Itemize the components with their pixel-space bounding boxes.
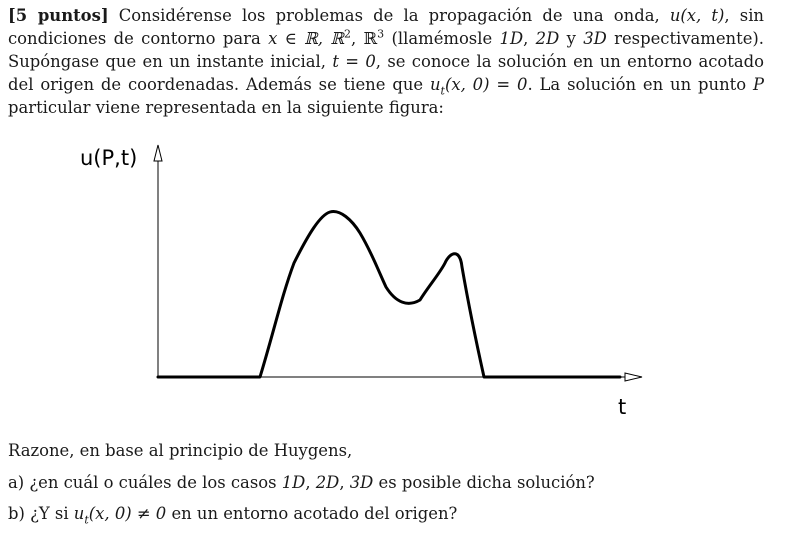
x-axis-arrow xyxy=(625,373,642,381)
text-fragment: , sin condiciones de contorno para xyxy=(8,6,764,48)
math-3d: 3D xyxy=(349,473,374,492)
y-axis-arrow xyxy=(154,145,162,161)
math-u: u xyxy=(429,75,441,94)
math-2d: 2D xyxy=(315,473,340,492)
math-2d: 2D xyxy=(535,29,560,48)
text-fragment: Considérense los problemas de la propagación de una onda, xyxy=(108,6,670,25)
math-p: P xyxy=(752,75,765,94)
superscript: 3 xyxy=(377,27,385,41)
superscript: 2 xyxy=(343,27,351,41)
questions-intro: Razone, en base al principio de Huygens, xyxy=(8,441,353,460)
text-fragment: y xyxy=(559,29,584,48)
text-fragment: a) ¿en cuál o cuáles de los casos xyxy=(8,473,282,492)
text-fragment: (llamémosle xyxy=(384,29,500,48)
text-fragment: b) ¿Y si xyxy=(8,504,74,523)
math-u: u xyxy=(73,504,85,523)
text-fragment: , xyxy=(523,29,536,48)
math-ut-x0: (x, 0) = 0 xyxy=(444,75,528,94)
text-fragment: . La solución en un punto xyxy=(527,75,753,94)
text-fragment: es posible dicha solución? xyxy=(373,473,595,492)
math-3d: 3D xyxy=(583,29,607,48)
text-fragment: en un entorno acotado del origen? xyxy=(166,504,458,523)
math-1d: 1D xyxy=(499,29,524,48)
wave-curve xyxy=(158,212,620,377)
text-fragment: , se conoce la solución en un entorno acotado del origen de coordenadas. Además se tiene que xyxy=(8,52,764,94)
text-fragment: , xyxy=(305,473,316,492)
subscript: t xyxy=(84,513,89,527)
math-domain: , ℝ xyxy=(350,29,378,48)
math-t0: t = 0 xyxy=(332,52,376,71)
points-label: [5 puntos] xyxy=(8,6,109,25)
question-b xyxy=(8,503,457,525)
math-domain: x ∈ ℝ, ℝ xyxy=(268,29,344,48)
y-axis-label: u(P,t) xyxy=(80,146,138,170)
text-fragment: particular viene representada en la siguiente figura: xyxy=(8,98,444,117)
problem-statement xyxy=(8,4,764,119)
math-ut-x0-neq: (x, 0) ≠ 0 xyxy=(88,504,167,523)
x-axis-label: t xyxy=(618,395,627,419)
text-fragment: respectivamente). Supóngase que en un instante inicial, xyxy=(8,29,764,71)
math-1d: 1D xyxy=(281,473,306,492)
subscript: t xyxy=(440,84,445,98)
wave-figure xyxy=(60,135,680,425)
text-fragment: , xyxy=(339,473,350,492)
math-u-x-t: u(x, t) xyxy=(669,6,725,25)
question-a xyxy=(8,472,595,494)
